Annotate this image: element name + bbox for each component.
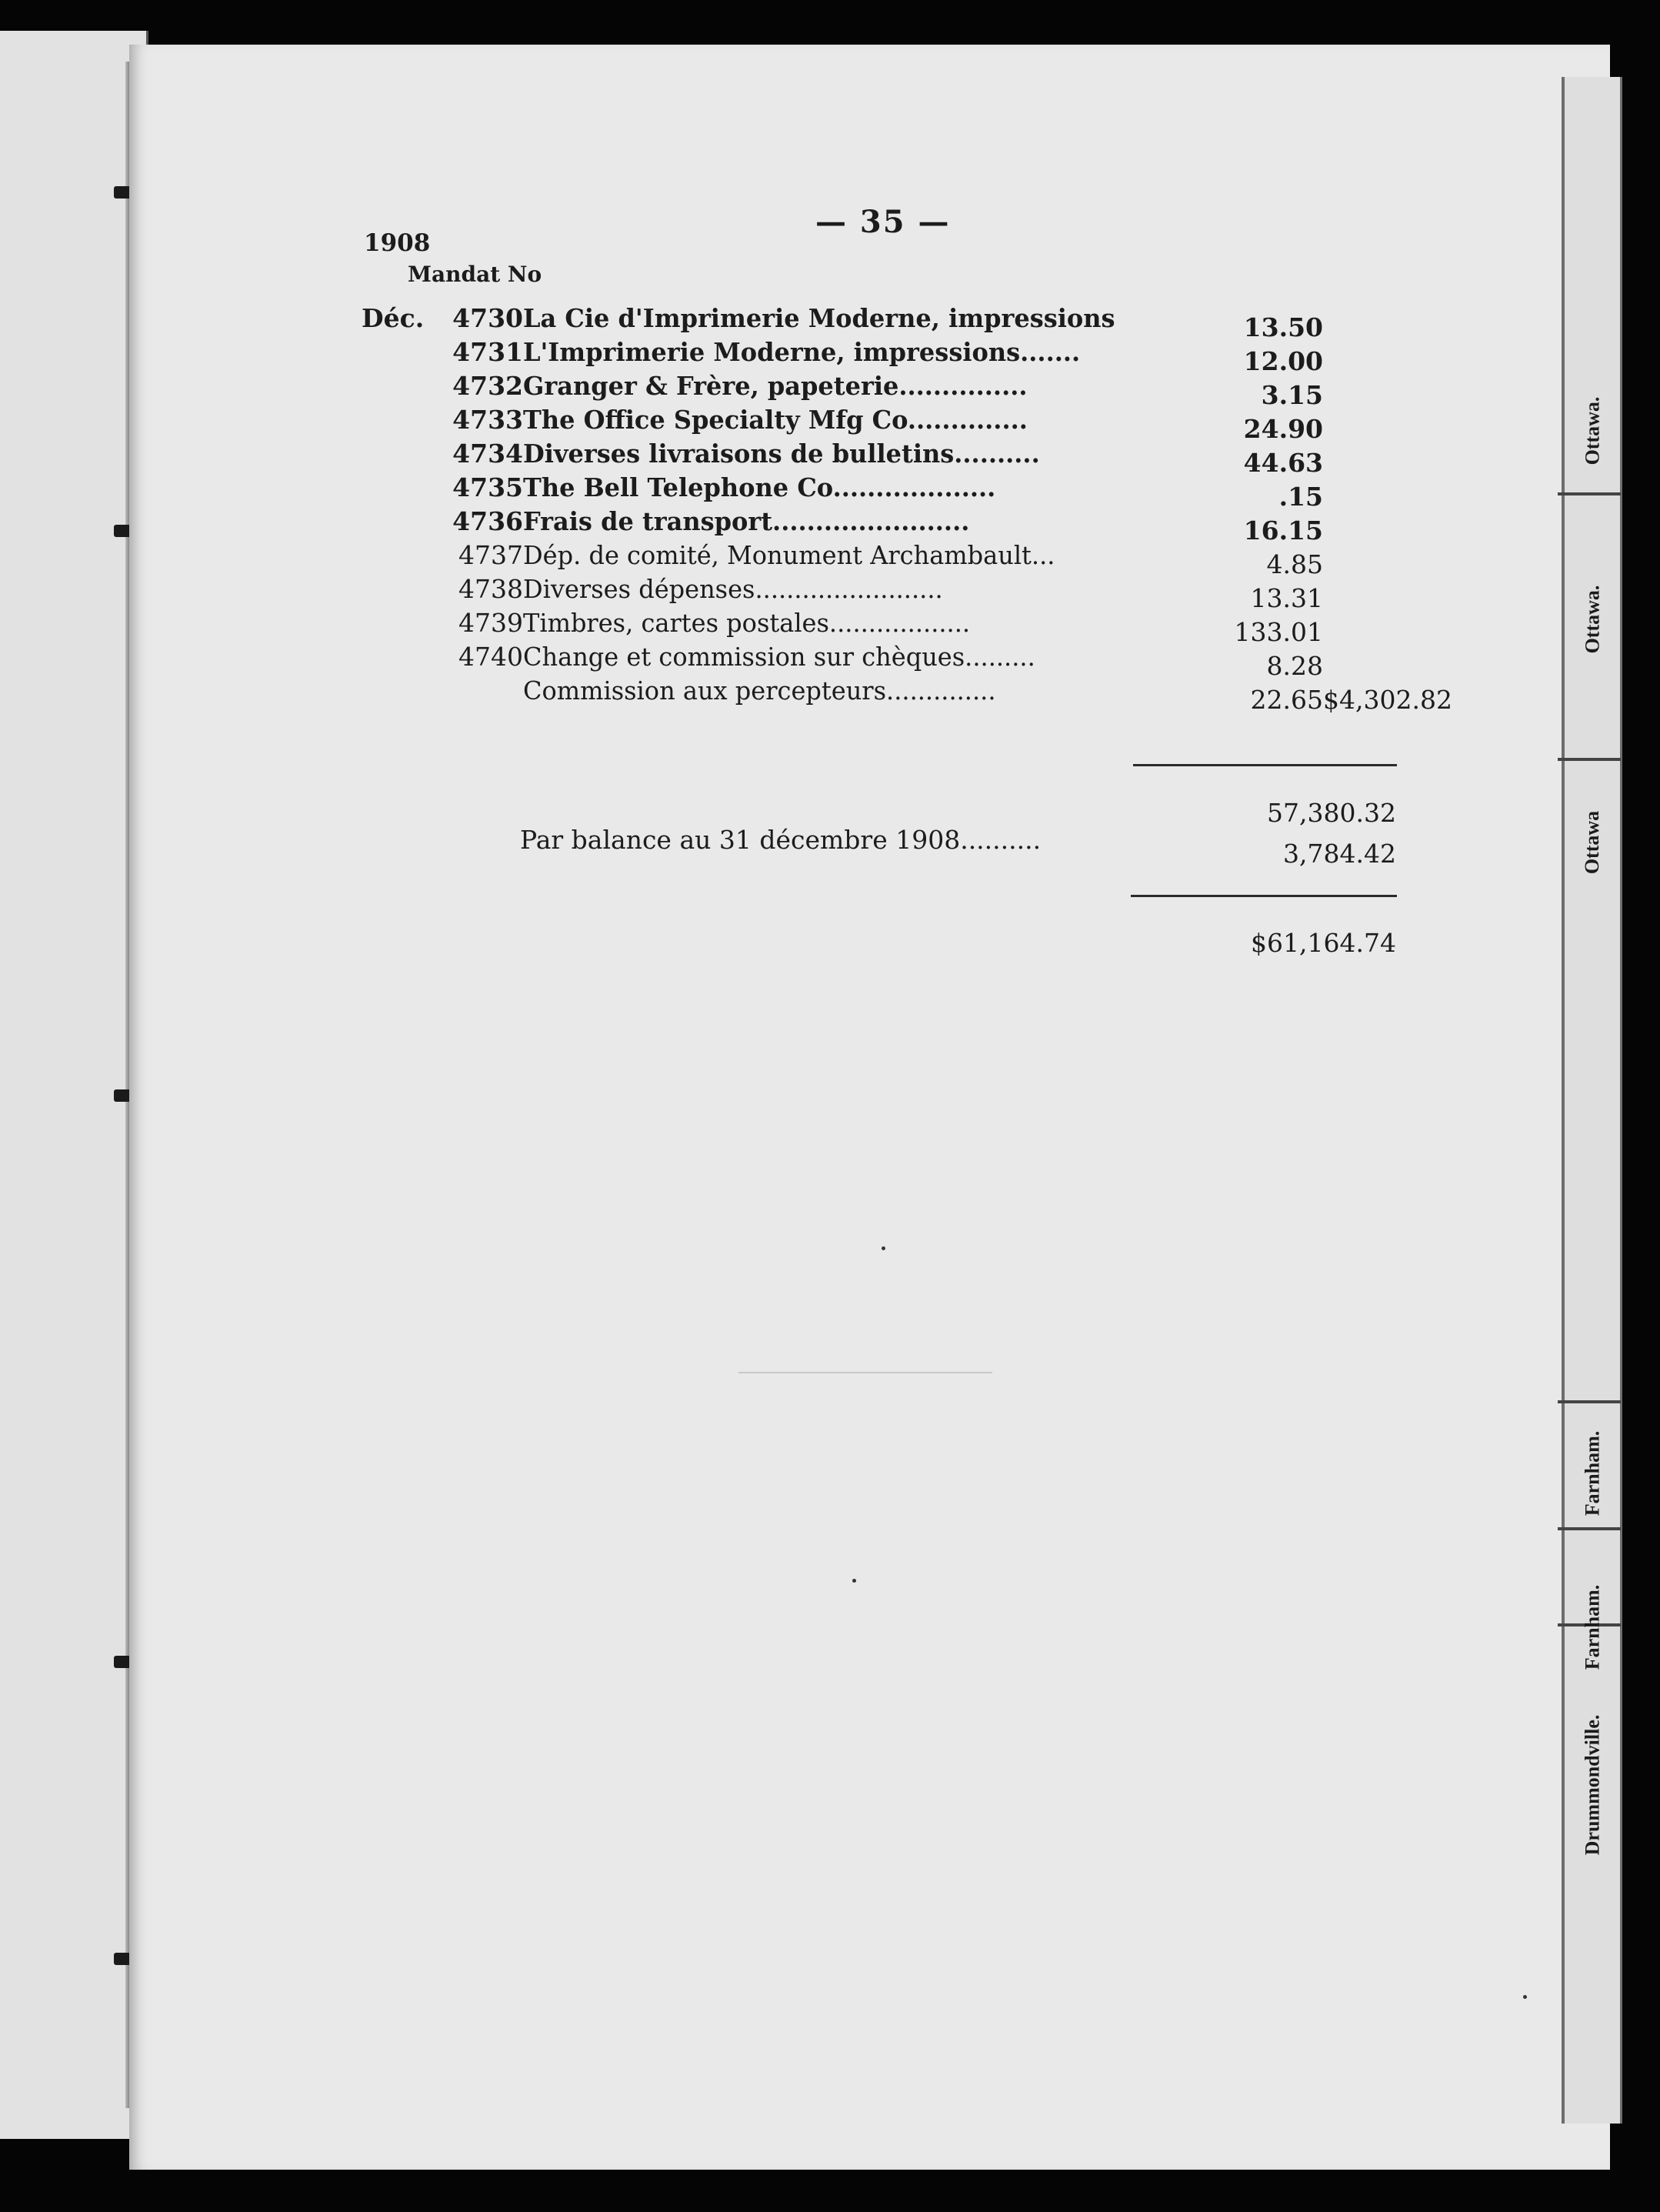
- entry-description: Diverses dépenses........................: [523, 574, 943, 604]
- ledger-row: [362, 574, 1408, 613]
- entry-description: Timbres, cartes postales..................: [523, 608, 971, 638]
- warrant-number: 4739: [458, 608, 523, 638]
- warrant-number: 4734: [452, 439, 523, 469]
- grand-total-value: $61,164.74: [1251, 928, 1396, 958]
- entry-amount: 13.50: [1243, 312, 1323, 342]
- warrant-number: 4740: [458, 642, 523, 672]
- entry-description: La Cie d'Imprimerie Moderne, impressions: [523, 303, 1115, 333]
- ledger-row: [362, 371, 1408, 410]
- warrant-number: 4738: [458, 574, 523, 604]
- ledger-row: [362, 337, 1408, 376]
- column-label: Mandat No: [408, 262, 542, 287]
- paper-speck: [882, 1246, 885, 1250]
- entry-description: The Office Specialty Mfg Co..............: [523, 405, 1028, 435]
- entry-amount: .15: [1278, 482, 1323, 512]
- warrant-number: 4731: [452, 337, 523, 367]
- entry-amount: 3.15: [1261, 380, 1323, 410]
- entry-amount: 12.00: [1243, 346, 1323, 376]
- subtotal-value: 57,380.32: [1267, 798, 1396, 828]
- entry-description: Frais de transport.......................: [523, 506, 970, 536]
- index-tab-label: Ottawa.: [1581, 396, 1604, 465]
- warrant-number: 4737: [458, 540, 523, 570]
- index-tab-label: Farnham.: [1581, 1430, 1603, 1516]
- ledger-row: [362, 472, 1408, 512]
- warrant-number: 4733: [452, 405, 523, 435]
- total-rule: [1131, 895, 1397, 897]
- ledger-row: [362, 642, 1408, 681]
- entry-month: Déc.: [362, 303, 425, 333]
- entry-description: Change et commission sur chèques.........: [523, 642, 1035, 672]
- entry-amount: 22.65: [1250, 685, 1323, 715]
- entry-description: Granger & Frère, papeterie...............: [523, 371, 1028, 401]
- index-tab-label: Ottawa.: [1581, 585, 1604, 654]
- warrant-number: 4732: [452, 371, 523, 401]
- page-number: — 35 —: [815, 204, 951, 240]
- entry-description: L'Imprimerie Moderne, impressions.......: [523, 337, 1081, 367]
- ledger-row: [362, 303, 1408, 342]
- entry-amount: 13.31: [1250, 583, 1323, 613]
- entry-amount: 24.90: [1243, 414, 1323, 444]
- ledger-row: [362, 540, 1408, 579]
- ledger-row: [362, 506, 1408, 545]
- entry-amount: 8.28: [1266, 651, 1323, 681]
- balance-label: Par balance au 31 décembre 1908..........: [520, 825, 1042, 855]
- warrant-number: 4730: [452, 303, 523, 333]
- warrant-number: 4736: [452, 506, 523, 536]
- index-tab-label: Farnham.: [1581, 1584, 1603, 1670]
- entry-description: Dép. de comité, Monument Archambault...: [523, 540, 1055, 570]
- warrant-number: 4735: [452, 472, 523, 502]
- entry-amount: 133.01: [1234, 617, 1323, 647]
- entry-amount: 16.15: [1243, 515, 1323, 545]
- entry-description: Diverses livraisons de bulletins..........: [523, 439, 1040, 469]
- entry-description: Commission aux percepteurs..............: [523, 676, 996, 706]
- ledger-row: [362, 439, 1408, 478]
- entry-total: $4,302.82: [1323, 685, 1452, 715]
- entry-description: The Bell Telephone Co...................: [523, 472, 996, 502]
- entry-amount: 4.85: [1266, 549, 1323, 579]
- ledger-entries: [362, 303, 1452, 715]
- index-tab-label: Ottawa: [1581, 810, 1604, 875]
- subtotal-rule: [1133, 764, 1397, 766]
- paper-speck: [852, 1579, 856, 1583]
- ledger-row: [362, 676, 1452, 715]
- ledger-row: [362, 405, 1408, 444]
- paper-speck: [1523, 1995, 1527, 1999]
- faint-rule: [738, 1372, 992, 1373]
- balance-value: 3,784.42: [1283, 839, 1396, 869]
- ledger-row: [362, 608, 1408, 647]
- entry-amount: 44.63: [1243, 448, 1323, 478]
- year-heading: 1908: [364, 229, 431, 257]
- index-tab-label: Drummondville.: [1581, 1714, 1604, 1856]
